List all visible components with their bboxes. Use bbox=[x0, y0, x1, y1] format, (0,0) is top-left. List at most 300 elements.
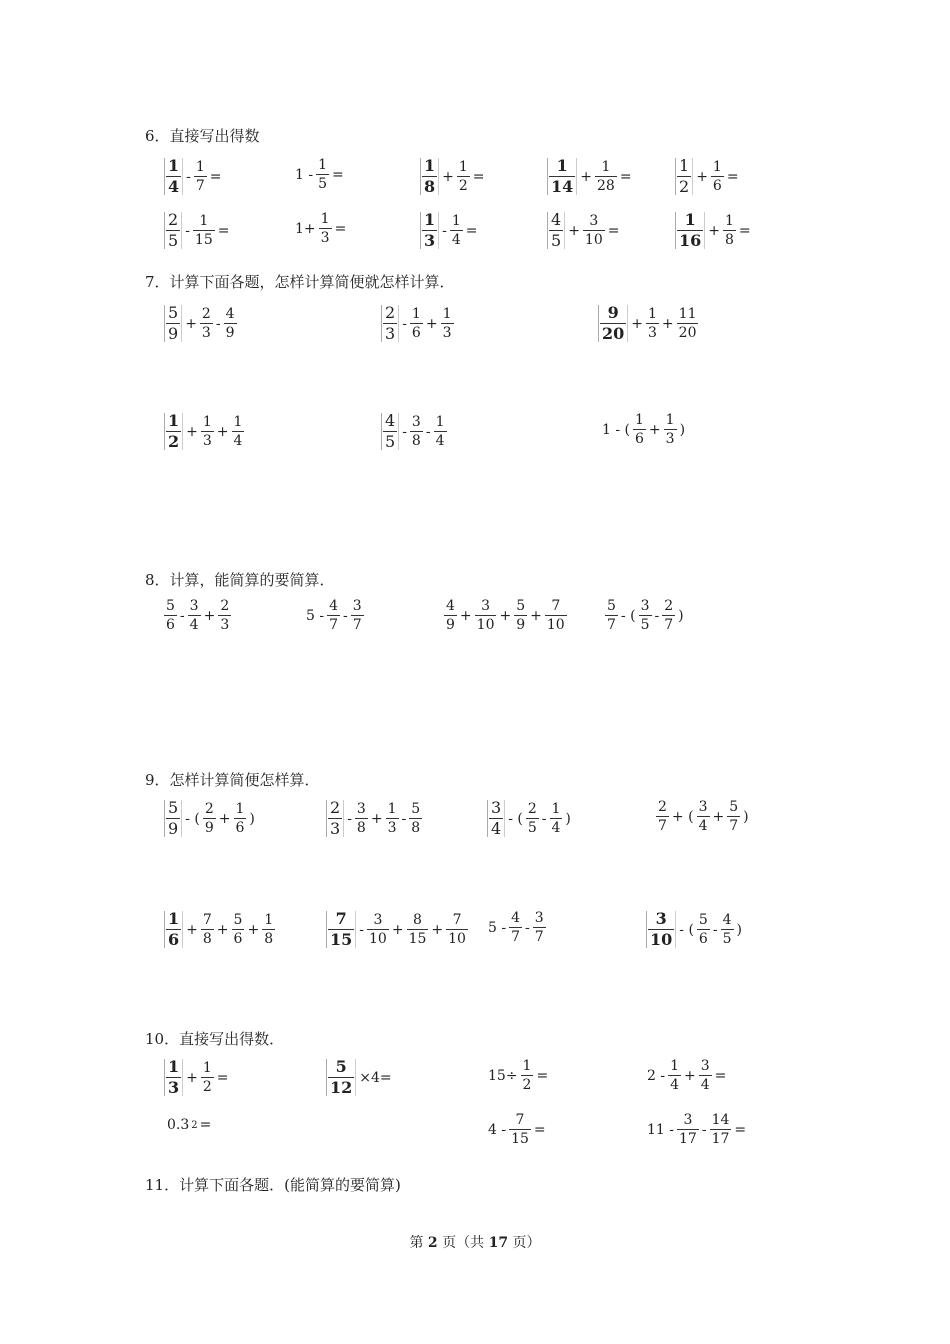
expression-q7-a bbox=[163, 305, 238, 342]
numerator: 1 bbox=[442, 306, 452, 322]
numerator: 1 bbox=[424, 210, 436, 229]
fraction bbox=[203, 802, 216, 835]
fraction bbox=[326, 911, 356, 948]
fraction bbox=[201, 1061, 214, 1094]
numerator: 1 bbox=[522, 1058, 532, 1074]
fraction bbox=[675, 158, 693, 195]
numerator: 3 bbox=[356, 801, 366, 817]
operator: - bbox=[654, 607, 660, 624]
numerator: 5 bbox=[411, 801, 421, 817]
numerator: 2 bbox=[330, 798, 341, 817]
fraction bbox=[595, 160, 617, 193]
fraction bbox=[381, 305, 399, 342]
operator: = bbox=[332, 166, 344, 183]
numerator: 5 bbox=[729, 799, 739, 815]
denominator: 2 bbox=[202, 1079, 212, 1095]
operator: = bbox=[216, 1069, 229, 1086]
fraction bbox=[547, 158, 577, 195]
operator: 4 - bbox=[488, 1121, 507, 1138]
denominator: 16 bbox=[679, 231, 702, 250]
fraction bbox=[475, 599, 497, 632]
operator: + bbox=[712, 808, 725, 825]
numerator: 3 bbox=[481, 598, 491, 614]
denominator: 15 bbox=[511, 1131, 529, 1147]
fraction bbox=[710, 1113, 732, 1146]
operator: = bbox=[734, 1121, 747, 1138]
denominator: 7 bbox=[329, 617, 339, 633]
operator: - bbox=[343, 607, 348, 624]
expression-q6-g bbox=[293, 212, 348, 245]
operator: 11 - bbox=[647, 1121, 674, 1138]
operator: = bbox=[217, 222, 230, 239]
numerator: 4 bbox=[722, 912, 732, 928]
fraction bbox=[327, 599, 340, 632]
fraction bbox=[410, 415, 423, 448]
fraction bbox=[677, 307, 699, 340]
numerator: 5 bbox=[698, 912, 708, 928]
denominator: 4 bbox=[491, 819, 502, 838]
expression-q6-b bbox=[293, 158, 346, 191]
denominator: 3 bbox=[442, 325, 452, 341]
fraction bbox=[457, 160, 470, 193]
operator: + bbox=[203, 607, 216, 624]
numerator: 1 bbox=[424, 156, 436, 175]
fraction bbox=[164, 911, 183, 948]
denominator: 4 bbox=[168, 177, 180, 196]
numerator: 1 bbox=[264, 912, 274, 928]
numerator: 1 bbox=[601, 159, 611, 175]
question-7-title: 7．计算下面各题，怎样计算简便就怎样计算． bbox=[145, 273, 455, 291]
denominator: 6 bbox=[168, 930, 180, 949]
denominator: 15 bbox=[408, 931, 427, 947]
numerator: 1 bbox=[451, 213, 461, 229]
fraction bbox=[550, 802, 563, 835]
denominator: 7 bbox=[664, 617, 674, 633]
fraction bbox=[487, 800, 505, 837]
numerator: 1 bbox=[202, 414, 212, 430]
numerator: 3 bbox=[352, 598, 362, 614]
expression-q8-b bbox=[304, 599, 365, 632]
numerator: 3 bbox=[534, 910, 544, 926]
operator: = bbox=[714, 1067, 727, 1084]
expression-q6-j bbox=[674, 212, 753, 249]
denominator: 6 bbox=[411, 325, 421, 341]
numerator: 1 bbox=[168, 411, 180, 430]
operator: + bbox=[568, 222, 580, 239]
fraction bbox=[367, 913, 389, 946]
operator: - bbox=[185, 222, 190, 239]
numerator: 1 bbox=[458, 159, 468, 175]
operator: 5 - bbox=[306, 607, 325, 624]
denominator: 7 bbox=[195, 178, 205, 194]
numerator: 1 bbox=[318, 157, 328, 173]
fraction bbox=[727, 800, 740, 833]
numerator: 3 bbox=[640, 598, 650, 614]
operator: + bbox=[185, 315, 197, 332]
denominator: 5 bbox=[551, 231, 562, 250]
operator: - bbox=[525, 919, 530, 936]
fraction bbox=[605, 599, 618, 632]
fraction bbox=[164, 158, 183, 195]
operator: ) bbox=[743, 808, 749, 825]
numerator: 1 bbox=[670, 1058, 680, 1074]
numerator: 1 bbox=[235, 801, 245, 817]
operator: 1 - ( bbox=[602, 421, 630, 438]
denominator: 10 bbox=[448, 931, 466, 947]
numerator: 2 bbox=[385, 303, 396, 322]
expression-q8-c bbox=[443, 599, 568, 632]
expression-q9-e bbox=[163, 911, 276, 948]
numerator: 7 bbox=[515, 1112, 525, 1128]
fraction bbox=[410, 307, 423, 340]
fraction bbox=[164, 1059, 183, 1096]
numerator: 4 bbox=[446, 598, 455, 614]
fraction bbox=[316, 158, 329, 191]
expression-q6-a bbox=[163, 158, 224, 195]
fraction bbox=[664, 413, 677, 446]
fraction bbox=[232, 913, 245, 946]
denominator: 6 bbox=[635, 431, 644, 447]
denominator: 8 bbox=[411, 820, 421, 836]
numerator: 7 bbox=[202, 912, 212, 928]
fraction bbox=[164, 413, 183, 450]
numerator: 1 bbox=[411, 306, 421, 322]
numerator: 2 bbox=[204, 801, 214, 817]
operator: - bbox=[402, 423, 407, 440]
denominator: 6 bbox=[166, 617, 175, 633]
expression-q9-g bbox=[486, 911, 547, 944]
denominator: 6 bbox=[712, 178, 722, 194]
denominator: 9 bbox=[225, 325, 235, 341]
operator: + bbox=[216, 423, 229, 440]
operator: + bbox=[696, 168, 708, 185]
denominator: 3 bbox=[385, 324, 396, 343]
expression-q10-a bbox=[163, 1059, 231, 1096]
denominator: 3 bbox=[648, 325, 657, 341]
denominator: 7 bbox=[729, 818, 739, 834]
operator: - bbox=[186, 168, 191, 185]
expression-q9-b bbox=[325, 800, 423, 837]
numerator: 3 bbox=[491, 798, 502, 817]
fraction bbox=[164, 800, 182, 837]
fraction bbox=[633, 413, 646, 446]
exponent: 2 bbox=[191, 1119, 198, 1131]
denominator: 4 bbox=[189, 617, 199, 633]
numerator: 1 bbox=[648, 306, 657, 322]
denominator: 3 bbox=[387, 820, 397, 836]
fraction bbox=[218, 599, 231, 632]
numerator: 3 bbox=[411, 414, 421, 430]
expression-q7-d bbox=[163, 413, 245, 450]
numerator: 2 bbox=[527, 801, 537, 817]
denominator: 8 bbox=[202, 931, 212, 947]
fraction bbox=[351, 599, 364, 632]
expression-q6-e bbox=[674, 158, 741, 195]
operator: + bbox=[684, 1067, 696, 1084]
fraction bbox=[188, 599, 201, 632]
operator: + bbox=[459, 607, 472, 624]
numerator: 1 bbox=[195, 159, 205, 175]
numerator: 1 bbox=[320, 211, 330, 227]
denominator: 6 bbox=[233, 931, 243, 947]
operator: + bbox=[631, 315, 643, 332]
operator: ) bbox=[249, 810, 255, 827]
fraction bbox=[262, 913, 275, 946]
denominator: 4 bbox=[451, 232, 461, 248]
denominator: 8 bbox=[356, 820, 366, 836]
operator: + bbox=[499, 607, 512, 624]
fraction bbox=[409, 802, 422, 835]
denominator: 8 bbox=[725, 232, 734, 248]
operator: - bbox=[359, 921, 364, 938]
numerator: 1 bbox=[665, 412, 675, 428]
operator: ) bbox=[678, 607, 684, 624]
numerator: 5 bbox=[516, 598, 526, 614]
numerator: 5 bbox=[166, 598, 175, 614]
operator: + bbox=[218, 810, 231, 827]
operator: + bbox=[708, 222, 720, 239]
numerator: 1 bbox=[168, 156, 180, 175]
operator: - bbox=[712, 921, 718, 938]
denominator: 4 bbox=[700, 1077, 710, 1093]
fraction bbox=[521, 1059, 534, 1092]
numerator: 4 bbox=[329, 598, 339, 614]
operator: 0.3 bbox=[167, 1117, 190, 1133]
numerator: 1 bbox=[199, 213, 209, 229]
fraction bbox=[164, 599, 177, 632]
denominator: 4 bbox=[551, 820, 561, 836]
numerator: 1 bbox=[725, 213, 734, 229]
numerator: 5 bbox=[168, 798, 179, 817]
operator: - ( bbox=[620, 607, 636, 624]
fraction bbox=[194, 160, 207, 193]
denominator: 5 bbox=[640, 617, 650, 633]
operator: + bbox=[442, 168, 454, 185]
expression-q7-f bbox=[600, 413, 687, 446]
fraction bbox=[450, 214, 463, 247]
numerator: 1 bbox=[556, 156, 568, 175]
page-footer bbox=[0, 1232, 950, 1252]
fraction bbox=[711, 160, 724, 193]
denominator: 9 bbox=[446, 617, 455, 633]
operator: = bbox=[619, 168, 632, 185]
footer-page-number: 2 bbox=[427, 1235, 438, 1251]
operator: + bbox=[186, 1069, 198, 1086]
expression-q6-c bbox=[419, 158, 487, 195]
fraction bbox=[200, 307, 213, 340]
denominator: 8 bbox=[424, 177, 436, 196]
operator: 1 - bbox=[295, 166, 314, 183]
numerator: 7 bbox=[335, 909, 347, 928]
fraction bbox=[224, 307, 237, 340]
numerator: 3 bbox=[655, 909, 667, 928]
operator: + ( bbox=[671, 808, 694, 825]
denominator: 3 bbox=[168, 1078, 180, 1097]
numerator: 1 bbox=[202, 1060, 212, 1076]
numerator: 3 bbox=[698, 799, 708, 815]
operator: - bbox=[701, 1121, 707, 1138]
numerator: 1 bbox=[435, 414, 445, 430]
operator: = bbox=[472, 168, 485, 185]
operator: = bbox=[607, 222, 620, 239]
expression-q6-h bbox=[419, 212, 480, 249]
numerator: 1 bbox=[168, 909, 180, 928]
footer-prefix: 第 bbox=[409, 1235, 428, 1251]
numerator: 3 bbox=[189, 598, 199, 614]
denominator: 9 bbox=[168, 324, 179, 343]
operator: = bbox=[726, 168, 739, 185]
operator: + bbox=[661, 315, 674, 332]
operator: = bbox=[536, 1067, 549, 1084]
fraction bbox=[319, 212, 332, 245]
denominator: 12 bbox=[330, 1078, 353, 1097]
expression-q6-f bbox=[163, 212, 231, 249]
fraction bbox=[444, 599, 457, 632]
fraction bbox=[201, 913, 214, 946]
numerator: 1 bbox=[168, 1057, 180, 1076]
numerator: 5 bbox=[607, 598, 616, 614]
expression-q8-a bbox=[163, 599, 232, 632]
operator: - bbox=[179, 607, 185, 624]
operator: - bbox=[442, 222, 447, 239]
numerator: 1 bbox=[635, 412, 644, 428]
fraction bbox=[639, 599, 652, 632]
operator: - ( bbox=[679, 921, 694, 938]
operator: ×4= bbox=[359, 1069, 392, 1086]
denominator: 5 bbox=[722, 931, 732, 947]
numerator: 2 bbox=[664, 598, 674, 614]
denominator: 6 bbox=[235, 820, 245, 836]
expression-q9-h bbox=[645, 911, 744, 948]
denominator: 4 bbox=[698, 818, 708, 834]
numerator: 1 bbox=[387, 801, 397, 817]
numerator: 3 bbox=[589, 213, 599, 229]
fraction bbox=[699, 1059, 712, 1092]
fraction bbox=[668, 1059, 681, 1092]
expression-q10-f bbox=[486, 1113, 548, 1146]
operator: 2 - bbox=[647, 1067, 666, 1084]
denominator: 5 bbox=[527, 820, 537, 836]
expression-q6-d bbox=[546, 158, 634, 195]
denominator: 3 bbox=[201, 325, 211, 341]
fraction bbox=[381, 413, 399, 450]
operator: 15÷ bbox=[488, 1067, 518, 1084]
fraction bbox=[193, 214, 215, 247]
expression-q7-b bbox=[380, 305, 455, 342]
denominator: 7 bbox=[607, 617, 616, 633]
expression-q9-f bbox=[325, 911, 469, 948]
operator: + bbox=[216, 921, 229, 938]
denominator: 14 bbox=[551, 177, 574, 196]
operator: - bbox=[402, 315, 407, 332]
operator: = bbox=[533, 1121, 546, 1138]
numerator: 4 bbox=[385, 411, 396, 430]
fraction bbox=[509, 1113, 531, 1146]
operator: = bbox=[209, 168, 222, 185]
denominator: 4 bbox=[670, 1077, 680, 1093]
fraction bbox=[721, 913, 734, 946]
operator: - bbox=[215, 315, 221, 332]
question-11-title: 11．计算下面各题．(能简算的要简算) bbox=[145, 1176, 401, 1194]
denominator: 28 bbox=[597, 178, 615, 194]
operator: - ( bbox=[508, 810, 523, 827]
denominator: 3 bbox=[202, 433, 212, 449]
denominator: 9 bbox=[168, 819, 179, 838]
fraction bbox=[234, 802, 247, 835]
denominator: 5 bbox=[168, 231, 179, 250]
operator: - bbox=[401, 810, 407, 827]
fraction bbox=[386, 802, 399, 835]
numerator: 4 bbox=[551, 210, 562, 229]
fraction bbox=[675, 212, 705, 249]
operator: = bbox=[465, 222, 478, 239]
denominator: 17 bbox=[679, 1131, 697, 1147]
operator: + bbox=[391, 921, 404, 938]
denominator: 5 bbox=[385, 432, 396, 451]
operator: + bbox=[648, 421, 661, 438]
fraction bbox=[598, 305, 628, 342]
numerator: 4 bbox=[511, 910, 521, 926]
expression-q10-d bbox=[645, 1059, 728, 1092]
numerator: 1 bbox=[233, 414, 243, 430]
numerator: 4 bbox=[225, 306, 235, 322]
numerator: 8 bbox=[413, 912, 422, 928]
operator: + bbox=[370, 810, 383, 827]
operator: + bbox=[530, 607, 542, 624]
numerator: 2 bbox=[658, 799, 667, 815]
denominator: 10 bbox=[546, 617, 565, 633]
fraction bbox=[509, 911, 522, 944]
fraction bbox=[434, 415, 447, 448]
fraction bbox=[545, 599, 567, 632]
operator: 5 - bbox=[488, 919, 507, 936]
denominator: 15 bbox=[330, 930, 353, 949]
question-6-title: 6．直接写出得数 bbox=[145, 127, 260, 145]
numerator: 3 bbox=[683, 1112, 693, 1128]
fraction bbox=[697, 913, 710, 946]
fraction bbox=[441, 307, 454, 340]
fraction bbox=[355, 802, 368, 835]
denominator: 3 bbox=[320, 230, 330, 246]
expression-q7-c bbox=[597, 305, 699, 342]
denominator: 2 bbox=[522, 1077, 532, 1093]
numerator: 3 bbox=[700, 1058, 710, 1074]
denominator: 3 bbox=[330, 819, 341, 838]
denominator: 7 bbox=[658, 818, 667, 834]
numerator: 1 bbox=[684, 210, 696, 229]
denominator: 9 bbox=[516, 617, 526, 633]
numerator: 3 bbox=[373, 912, 383, 928]
fraction bbox=[164, 305, 182, 342]
fraction bbox=[583, 214, 605, 247]
operator: - bbox=[347, 810, 352, 827]
fraction bbox=[547, 212, 565, 249]
denominator: 9 bbox=[204, 820, 214, 836]
expression-q10-g bbox=[645, 1113, 748, 1146]
denominator: 10 bbox=[369, 931, 387, 947]
operator: - ( bbox=[185, 810, 200, 827]
numerator: 2 bbox=[220, 598, 230, 614]
fraction bbox=[201, 415, 214, 448]
operator: + bbox=[186, 423, 198, 440]
numerator: 11 bbox=[678, 306, 697, 322]
fraction bbox=[656, 800, 669, 833]
denominator: 3 bbox=[665, 431, 675, 447]
numerator: 5 bbox=[335, 1057, 347, 1076]
denominator: 8 bbox=[411, 433, 421, 449]
denominator: 10 bbox=[650, 930, 673, 949]
operator: + bbox=[580, 168, 592, 185]
